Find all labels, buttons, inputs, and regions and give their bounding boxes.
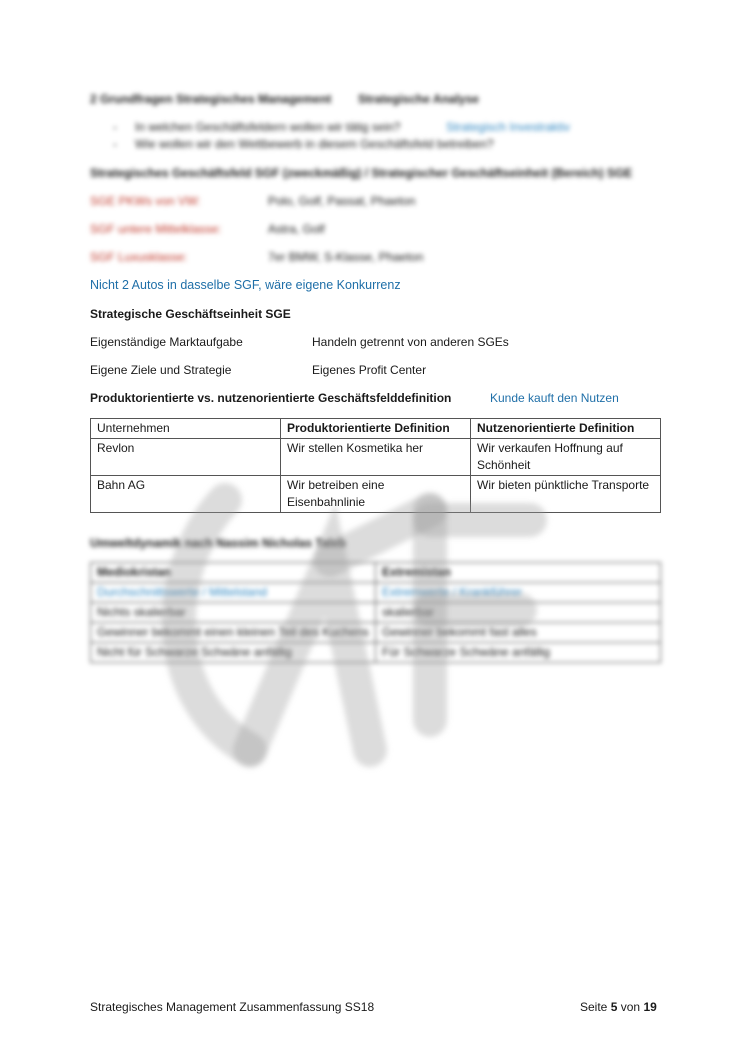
sgf-heading: Strategisches Geschäftsfeld SGF (zweckmäßig) / Strategischer Geschäftseinheit (Bereich) SGE bbox=[90, 166, 633, 180]
footer-page-current: 5 bbox=[610, 1000, 618, 1014]
taleb-table bbox=[90, 562, 661, 663]
definition-heading: Produktorientierte vs. nutzenorientierte Geschäftsfelddefinition bbox=[90, 391, 452, 405]
footer-left: Strategisches Management Zusammenfassung SS18 bbox=[90, 1000, 375, 1014]
bullet-marker: - bbox=[113, 137, 117, 151]
sgf-label: SGF untere Mittelklasse: bbox=[90, 222, 222, 236]
bullet-tag: Strategisch Investraktiv bbox=[446, 120, 571, 134]
table-header-cell: Nutzenorientierte Definition bbox=[471, 419, 661, 439]
table-header-cell: Extremistan bbox=[376, 563, 661, 583]
table-row bbox=[91, 439, 661, 476]
table-row bbox=[91, 623, 661, 643]
footer-page-number bbox=[580, 1000, 657, 1014]
footer-page-mid: von bbox=[620, 1000, 641, 1014]
table-row bbox=[91, 643, 661, 663]
sgf-value: 7er BMW, S-Klasse, Phaeton bbox=[268, 250, 424, 264]
table-cell: Nicht für Schwarze Schwäne anfällig bbox=[91, 643, 376, 663]
sgf-label: SGF Luxusklasse: bbox=[90, 250, 188, 264]
footer-page-total: 19 bbox=[643, 1000, 657, 1014]
section-title: 2 Grundfragen Strategisches Management bbox=[90, 92, 332, 106]
definition-note: Kunde kauft den Nutzen bbox=[490, 391, 619, 405]
table-header-cell: Produktorientierte Definition bbox=[281, 419, 471, 439]
table-cell: Gewinner bekommt einen kleinen Teil des Kuchens bbox=[91, 623, 376, 643]
bullet-text: Wie wollen wir den Wettbewerb in diesem Geschäftsfeld betreiben? bbox=[135, 137, 494, 151]
table-cell: Für Schwarze Schwäne anfällig bbox=[376, 643, 661, 663]
table-header-row bbox=[91, 563, 661, 583]
table-cell: Extremwerte / Krankführer bbox=[376, 583, 661, 603]
bullet-marker: - bbox=[113, 120, 117, 134]
table-row bbox=[91, 476, 661, 513]
sgf-value: Polo, Golf, Passat, Phaeton bbox=[268, 194, 416, 208]
table-cell: Bahn AG bbox=[91, 476, 281, 513]
table-cell: Gewinner bekommt fast alles bbox=[376, 623, 661, 643]
definition-table bbox=[90, 418, 661, 513]
table-cell: Wir stellen Kosmetika her bbox=[281, 439, 471, 476]
sgf-value: Astra, Golf bbox=[268, 222, 325, 236]
sgf-note: Nicht 2 Autos in dasselbe SGF, wäre eigene Konkurrenz bbox=[90, 278, 401, 292]
section-title-right: Strategische Analyse bbox=[358, 92, 479, 106]
sgf-label: SGE PKWs von VW: bbox=[90, 194, 201, 208]
sge-right: Handeln getrennt von anderen SGEs bbox=[312, 335, 509, 349]
table-cell: Durchschnittswerte / Mittelstand bbox=[91, 583, 376, 603]
taleb-heading: Umweltdynamik nach Nassim Nicholas Taleb bbox=[90, 536, 346, 550]
table-header-cell: Mediokristan bbox=[91, 563, 376, 583]
sge-heading: Strategische Geschäftseinheit SGE bbox=[90, 307, 291, 321]
sge-left: Eigenständige Marktaufgabe bbox=[90, 335, 243, 349]
table-cell: Wir bieten pünktliche Transporte bbox=[471, 476, 661, 513]
table-row bbox=[91, 603, 661, 623]
sge-right: Eigenes Profit Center bbox=[312, 363, 427, 377]
bullet-text: In welchen Geschäftsfeldern wollen wir tätig sein? bbox=[135, 120, 401, 134]
footer-page-prefix: Seite bbox=[580, 1000, 608, 1014]
table-cell: Revlon bbox=[91, 439, 281, 476]
table-cell: Wir betreiben eine Eisenbahnlinie bbox=[281, 476, 471, 513]
table-cell: skalierbar bbox=[376, 603, 661, 623]
sge-left: Eigene Ziele und Strategie bbox=[90, 363, 232, 377]
table-row bbox=[91, 583, 661, 603]
table-cell: Wir verkaufen Hoffnung auf Schönheit bbox=[471, 439, 661, 476]
table-header-row bbox=[91, 419, 661, 439]
table-cell: Nichts skalierbar bbox=[91, 603, 376, 623]
table-header-cell: Unternehmen bbox=[91, 419, 281, 439]
